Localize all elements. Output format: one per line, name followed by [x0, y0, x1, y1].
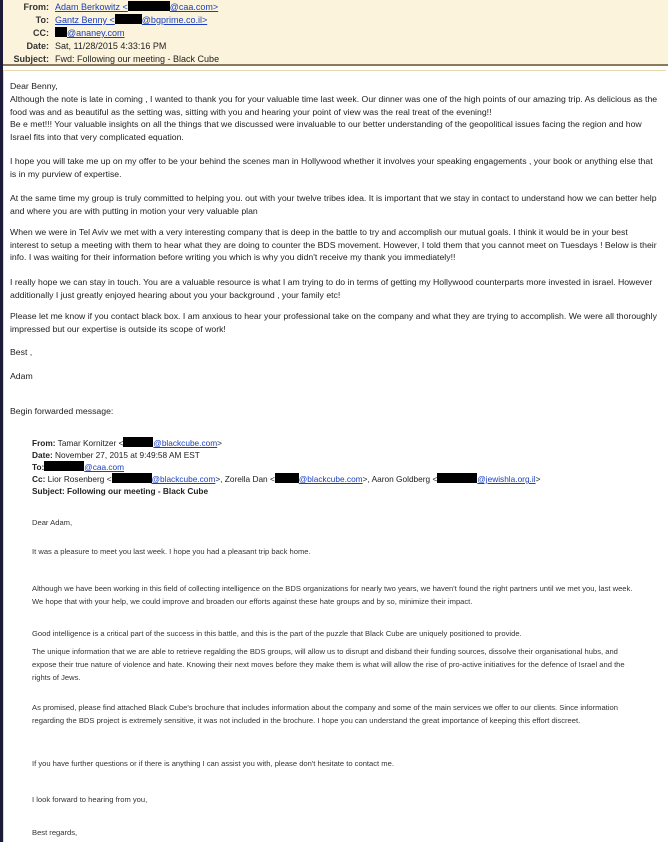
fwd-to-label: To: — [32, 462, 45, 472]
to-domain: @bgprime.co.il> — [141, 15, 208, 25]
fwd-subject-label: Subject: — [32, 486, 65, 496]
fwd-subject-row — [32, 485, 652, 497]
redaction — [123, 437, 153, 447]
fwd-from-label: From: — [32, 438, 56, 448]
header-to-row — [3, 14, 663, 27]
fwd-paragraph-6: If you have further questions or if there is anything I can assist you with, please don't hesitate to contact me. — [32, 759, 394, 768]
subject-label: Subject: — [13, 54, 49, 64]
cc-address-link[interactable] — [55, 27, 125, 40]
paragraph-1: Although the note is late in coming , I wanted to thank you for your valuable time last week. Our dinner was one of the high points of our amazing trip. As delicious as the food was and as beautiful as the setting was, sitting with you and hearing your point of view was the real treat of the evening!! — [10, 94, 658, 117]
fwd-cc-3-name: >, Aaron Goldberg < — [362, 474, 438, 484]
fwd-cc-label: Cc: — [32, 474, 46, 484]
fwd-cc-1-name: Lior Rosenberg < — [45, 474, 112, 484]
signature: Adam — [10, 371, 33, 381]
fwd-cc-2-name: >, Zorella Dan < — [215, 474, 275, 484]
fwd-greeting: Dear Adam, — [32, 518, 73, 527]
fwd-date-value: November 27, 2015 at 9:49:58 AM EST — [52, 450, 200, 460]
fwd-closing: Best regards, — [32, 828, 78, 837]
cc-domain: @ananey.com — [67, 28, 125, 38]
fwd-paragraph-2: Although we have been working in this field of collecting intelligence on the BDS organizations for nearly two years, we haven't found the right partners until we met you, last week. We hope that with your help, we could improve and broaden our efforts against these hate groups and by so, minimize their impact. — [32, 584, 633, 606]
fwd-paragraph-1: It was a pleasure to meet you last week. I hope you had a pleasant trip back home. — [32, 547, 311, 556]
paragraph-3: At the same time my group is truly committed to helping you. out with your twelve tribes idea. It is important that we stay in contact to understand how we can better help and where you are with putting in motion your very valuable plan — [10, 193, 657, 216]
redaction — [112, 473, 152, 483]
fwd-subject-value: Following our meeting - Black Cube — [64, 486, 209, 496]
closing: Best , — [10, 347, 33, 357]
fwd-from-link[interactable]: @blackcube.com — [153, 438, 218, 448]
from-label: From: — [23, 2, 49, 12]
date-value: Sat, 11/28/2015 4:33:16 PM — [55, 41, 167, 51]
fwd-paragraph-5: As promised, please find attached Black Cube's brochure that includes information about the company and some of the main services we offer to our clients. Since information regarding the BDS project is extremely sensitive, it was not included in the brochure. I hope you can understand the great importance of keeping this effort discreet. — [32, 703, 618, 725]
fwd-to-row — [32, 461, 652, 473]
fwd-to-link[interactable]: @caa.com — [84, 462, 125, 472]
fwd-from-row: From: Tamar Kornitzer < @blackcube.com> — [32, 438, 223, 448]
fwd-from-name: Tamar Kornitzer < — [55, 438, 124, 448]
paragraph-1b: Be e met!!! Your valuable insights on all the things that we discussed were invaluable to our better understanding of the geopolitical issues facing the region and how Israel fits into that very complicated equation. — [10, 119, 642, 142]
forward-intro: Begin forwarded message: — [10, 406, 114, 416]
fwd-paragraph-7: I look forward to hearing from you, — [32, 795, 148, 804]
from-address-link[interactable] — [55, 1, 218, 14]
fwd-cc-row: Cc: Lior Rosenberg < @blackcube.com>, Zorella Dan < @blackcube.com>, Aaron Goldberg < @jewishla.org.il> — [32, 474, 541, 484]
from-name: Adam Berkowitz < — [55, 2, 128, 12]
subject-value: Fwd: Following our meeting - Black Cube — [55, 54, 220, 64]
paragraph-2: I hope you will take me up on my offer to be your behind the scenes man in Hollywood whether it involves your speaking engagements , your book or anything else that is in my purview of expertise. — [10, 156, 653, 179]
fwd-cc-2-link[interactable]: @blackcube.com — [298, 474, 363, 484]
greeting: Dear Benny, — [10, 81, 58, 91]
redaction — [55, 27, 67, 37]
header-subject-row — [3, 53, 663, 66]
fwd-paragraph-4: The unique information that we are able to retrieve regalding the BDS groups, will allow us to disrupt and disband their funding sources, dissolve their organisational hubs, and expose their true nature of violence and hate. Knowing their next moves before they make them is what will allow the rise of pro-active initiatives for the defence of Israel and the rights of Jews. — [32, 647, 625, 682]
redaction — [437, 473, 477, 483]
paragraph-4: When we were in Tel Aviv we met with a very interesting company that is deep in the battle to try and accomplish our mutual goals. I think it would be in your best interest to setup a meeting with them to hear what they are doing to counter the BDS movement. However, I told them that you cannot meet on Tuesdays ! Below is their info. I was waiting for their information before writing you which is why you didn't receive my thank you immediately!! — [10, 227, 657, 262]
to-label: To: — [35, 15, 49, 25]
cc-label: CC: — [33, 28, 49, 38]
redaction — [44, 461, 84, 471]
to-name: Gantz Benny < — [55, 15, 115, 25]
fwd-date-row — [32, 449, 652, 461]
to-address-link[interactable] — [55, 14, 207, 27]
fwd-paragraph-3: Good intelligence is a critical part of the success in this battle, and this is the part of the puzzle that Black Cube are uniquely positioned to provide. — [32, 629, 522, 638]
email-header — [3, 0, 668, 66]
header-from-row — [3, 1, 663, 14]
fwd-date-label: Date: — [32, 450, 53, 460]
redaction — [275, 473, 299, 483]
paragraph-5: I really hope we can stay in touch. You are a valuable resource is what I am trying to do in terms of getting my Hollywood counterparts more invested in israel. However additionally I just greatly enjoyed hearing about you your background , your family etc! — [10, 277, 653, 300]
redaction — [115, 14, 142, 24]
from-domain: @caa.com> — [169, 2, 219, 12]
redaction — [128, 1, 170, 11]
header-cc-row — [3, 27, 663, 40]
date-label: Date: — [26, 41, 49, 51]
fwd-cc-3-link[interactable]: @jewishla.org.il — [477, 474, 536, 484]
paragraph-6: Please let me know if you contact black box. I am anxious to hear your professional take on the company and what they are trying to accomplish. We were all thoroughly impressed but our expertise is outside its scope of work! — [10, 311, 657, 334]
fwd-cc-1-link[interactable]: @blackcube.com — [151, 474, 216, 484]
header-date-row — [3, 40, 663, 53]
